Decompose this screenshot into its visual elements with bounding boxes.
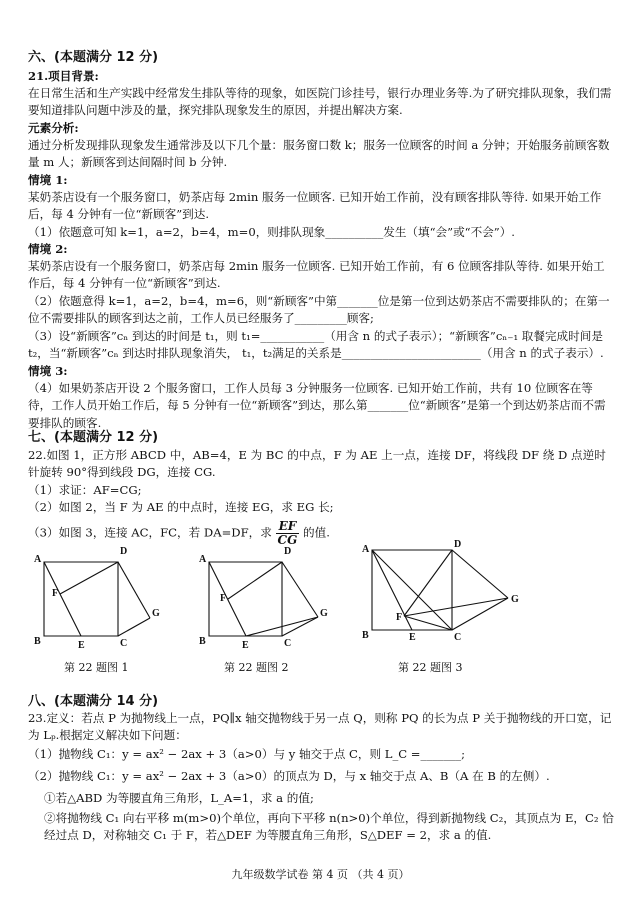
section-7-heading: 七、(本题满分 12 分) (28, 430, 159, 445)
q23-part-2: （2）抛物线 C₁：y = ax² − 2ax + 3（a>0）的顶点为 D，与 x 轴交于点 A、B（A 在 B 的左侧）. (28, 769, 550, 783)
fraction-denominator: CG (277, 533, 298, 547)
fig1-label-b: B (34, 636, 41, 647)
page-footer: 九年级数学试卷 第 4 页 （共 4 页） (231, 868, 410, 881)
fig1-label-a: A (34, 554, 42, 565)
q23-stem: 23.定义：若点 P 为抛物线上一点，PQ∥x 轴交抛物线于另一点 Q，则称 PQ 的长为点 P 关于抛物线的开口宽，记为 Lₚ.根据定义解决如下问题： (28, 711, 612, 743)
q21-part-2: （2）依题意得 k=1，a=2，b=4，m=6，则“新顾客”中第_______位是第一位到达奶茶店不需要排队的；在第一位不需要排队的顾客到达之前，工作人员已经服务了_________顾客; (28, 294, 610, 326)
section-6-heading: 六、(本题满分 12 分) (28, 50, 159, 65)
q21-part-1: （1）依题意可知 k=1，a=2，b=4，m=0，则排队现象__________发生（填“会”或“不会”）. (28, 225, 515, 239)
fig1-label-d: D (120, 546, 128, 557)
fig2-label-d: D (284, 546, 292, 557)
figure-3-caption: 第 22 题图 3 (398, 661, 463, 674)
q22-figures (0, 540, 641, 670)
fig3-label-e: E (409, 632, 416, 643)
fig2-label-e: E (242, 640, 249, 651)
fig3-label-b: B (362, 630, 369, 641)
figure-2-caption: 第 22 题图 2 (224, 661, 289, 674)
figure-2 (199, 546, 328, 651)
q21-background: 在日常生活和生产实践中经常发生排队等待的现象，如医院门诊挂号，银行办理业务等.为了研究排队现象，我们需要知道排队问题中涉及的量，探究排队现象发生的原因，并提出解决方案. (28, 86, 612, 118)
fig2-label-a: A (199, 554, 207, 565)
fig1-label-f: F (52, 588, 59, 599)
figure-3 (362, 540, 519, 643)
element-analysis-text: 通过分析发现排队现象发生通常涉及以下几个量：服务窗口数 k；服务一位顾客的时间 a 分钟；开始服务前顾客数量 m 人；新顾客到达间隔时间 b 分钟. (28, 138, 610, 170)
q21-title: 21.项目背景: (28, 69, 99, 83)
figure-1 (34, 546, 160, 651)
section-8-heading: 八、(本题满分 14 分) (28, 694, 159, 709)
fig1-label-g: G (152, 608, 160, 619)
scenario-3-title: 情境 3: (28, 364, 68, 378)
fig2-label-b: B (199, 636, 206, 647)
fig1-label-c: C (120, 638, 128, 649)
fig3-label-c: C (454, 632, 462, 643)
fig2-label-c: C (284, 638, 292, 649)
scenario-1-text: 某奶茶店设有一个服务窗口，奶茶店每 2min 服务一位顾客. 已知开始工作前，没有顾客排队等待. 如果开始工作后，每 4 分钟有一位“新顾客”到达. (28, 190, 602, 222)
scenario-2-text: 某奶茶店设有一个服务窗口，奶茶店每 2min 服务一位顾客. 已知开始工作前，有 6 位顾客排队等待. 如果开始工作后，每 4 分钟有一位“新顾客”到达. (28, 259, 605, 291)
fig3-label-g: G (511, 594, 519, 605)
fig3-label-d: D (454, 540, 462, 550)
fig1-label-e: E (78, 640, 85, 651)
q23-part-1: （1）抛物线 C₁：y = ax² − 2ax + 3（a>0）与 y 轴交于点 C，则 L_C =_______; (28, 747, 466, 761)
fig2-label-f: F (220, 593, 227, 604)
fig3-label-f: F (396, 612, 403, 623)
scenario-1-title: 情境 1: (28, 173, 68, 187)
fig3-label-a: A (362, 544, 370, 555)
q22-part-3-text: （3）如图 3，连接 AC，FC，若 DA=DF，求 (28, 525, 272, 540)
figure-1-caption: 第 22 题图 1 (64, 661, 129, 674)
q21-part-3: （3）设“新顾客”cₙ 到达的时间是 t₁，则 t₁=___________（用含 n 的式子表示）；“新顾客”cₙ₋₁ 取餐完成时间是 t₂，当“新顾客”cₙ 到达时排队现象消失， t₁，t₂满足的关系是________________________（用含 n 的式子表示）. (28, 329, 604, 361)
element-analysis-title: 元素分析: (28, 121, 79, 135)
scenario-2-title: 情境 2: (28, 242, 68, 256)
q23-part-2-sub-2: ②将抛物线 C₁ 向右平移 m(m>0)个单位，再向下平移 n(n>0)个单位，得到新抛物线 C₂，其顶点为 E，C₂ 恰经过点 D，对称轴交 C₁ 于 F，若△DEF 为等腰直角三角形，S△DEF = 2，求 a 的值. (44, 811, 614, 843)
q22-stem: 22.如图 1，正方形 ABCD 中，AB=4，E 为 BC 的中点，F 为 AE 上一点，连接 DF，将线段 DF 绕 D 点逆时针旋转 90°得到线段 DG，连接 CG. (28, 448, 606, 480)
fig1-square (44, 562, 118, 636)
q22-part-3-tail: 的值. (303, 525, 330, 540)
q22-part-2: （2）如图 2，当 F 为 AE 的中点时，连接 EG，求 EG 长; (28, 500, 334, 514)
q21-part-4: （4）如果奶茶店开设 2 个服务窗口，工作人员每 3 分钟服务一位顾客. 已知开始工作前，共有 10 位顾客在等待，工作人员开始工作后，每 5 分钟有一位“新顾客”到达，那么第_______位“新顾客”是第一个到达奶茶店而不需要排队的顾客. (28, 381, 606, 430)
q23-part-2-sub-1: ①若△ABD 为等腰直角三角形，L_A=1，求 a 的值; (44, 791, 314, 805)
q22-part-1: （1）求证：AF=CG; (28, 483, 142, 497)
fraction-numerator: EF (276, 520, 300, 534)
fig2-label-g: G (320, 608, 328, 619)
